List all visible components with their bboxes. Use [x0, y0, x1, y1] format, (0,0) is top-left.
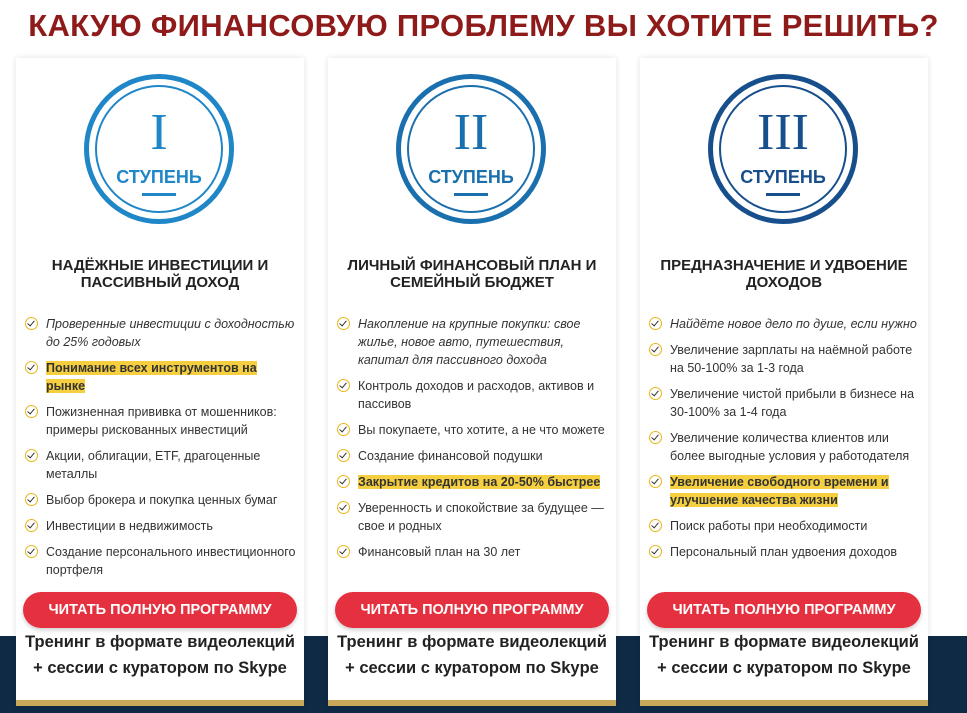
training-format-line-1: Тренинг в формате видеолекций — [649, 633, 919, 651]
read-full-program-button[interactable]: ЧИТАТЬ ПОЛНУЮ ПРОГРАММУ — [335, 592, 609, 628]
feature-item — [640, 429, 928, 465]
training-format — [16, 629, 304, 681]
card-heading-line-1: ПРЕДНАЗНАЧЕНИЕ И УДВОЕНИЕ — [660, 257, 908, 274]
feature-list — [16, 315, 304, 587]
step-label: СТУПЕНЬ — [116, 167, 202, 187]
step-label: СТУПЕНЬ — [428, 167, 514, 187]
check-circle-icon — [337, 449, 350, 462]
feature-item — [640, 315, 928, 333]
check-circle-icon — [25, 317, 38, 330]
training-format-line-1: Тренинг в формате видеолекций — [337, 633, 607, 651]
read-full-program-button[interactable]: ЧИТАТЬ ПОЛНУЮ ПРОГРАММУ — [647, 592, 921, 628]
feature-text: Найдёте новое дело по душе, если нужно — [670, 317, 917, 331]
feature-item — [328, 377, 616, 413]
feature-item — [328, 543, 616, 561]
feature-item — [328, 421, 616, 439]
check-circle-icon — [649, 317, 662, 330]
card-heading-line-2: ПАССИВНЫЙ ДОХОД — [80, 274, 240, 291]
check-circle-icon — [25, 493, 38, 506]
check-circle-icon — [649, 343, 662, 356]
badge-underline — [454, 193, 488, 196]
check-circle-icon — [25, 361, 38, 374]
feature-item — [640, 517, 928, 535]
check-circle-icon — [337, 317, 350, 330]
feature-text: Увеличение свободного времени и улучшение качества жизни — [670, 475, 889, 507]
feature-item — [328, 473, 616, 491]
feature-item — [16, 543, 304, 579]
feature-item — [328, 499, 616, 535]
check-circle-icon — [649, 475, 662, 488]
feature-item — [328, 447, 616, 465]
card-heading-line-2: ДОХОДОВ — [745, 274, 823, 291]
feature-text: Увеличение чистой прибыли в бизнесе на 30-100% за 1-4 года — [670, 387, 915, 419]
card-heading-line-1: ЛИЧНЫЙ ФИНАНСОВЫЙ ПЛАН И — [347, 257, 597, 274]
check-circle-icon — [25, 519, 38, 532]
step-numeral: II — [453, 104, 489, 161]
training-format-line-1: Тренинг в формате видеолекций — [25, 633, 295, 651]
step-numeral: I — [150, 104, 168, 161]
feature-text: Увеличение зарплаты на наёмной работе на 50-100% за 1-3 года — [670, 343, 913, 375]
badge-underline — [766, 193, 800, 196]
feature-item — [16, 517, 304, 535]
training-format-line-2: + сессии с куратором по Skype — [345, 659, 599, 677]
training-format — [640, 629, 928, 681]
feature-text: Создание персонального инвестиционного портфеля — [46, 545, 296, 577]
badge-underline — [142, 193, 176, 196]
feature-text: Контроль доходов и расходов, активов и пассивов — [358, 379, 595, 411]
feature-item — [328, 315, 616, 369]
card-heading — [338, 257, 606, 291]
step-badge — [396, 74, 546, 224]
feature-text: Акции, облигации, ETF, драгоценные металлы — [46, 449, 261, 481]
feature-text: Уверенность и спокойствие за будущее — свое и родных — [358, 501, 604, 533]
card-heading — [650, 257, 918, 291]
page-title: КАКУЮ ФИНАНСОВУЮ ПРОБЛЕМУ ВЫ ХОТИТЕ РЕШИТЬ? — [28, 8, 939, 43]
training-format — [328, 629, 616, 681]
feature-text: Закрытие кредитов на 20-50% быстрее — [358, 475, 601, 489]
feature-item — [640, 385, 928, 421]
feature-text: Инвестиции в недвижимость — [46, 519, 213, 533]
feature-text: Создание финансовой подушки — [358, 449, 543, 463]
feature-text: Поиск работы при необходимости — [670, 519, 868, 533]
check-circle-icon — [25, 449, 38, 462]
program-card-step-3 — [640, 58, 928, 706]
read-full-program-button[interactable]: ЧИТАТЬ ПОЛНУЮ ПРОГРАММУ — [23, 592, 297, 628]
card-heading — [26, 257, 294, 291]
check-circle-icon — [649, 545, 662, 558]
program-card-step-1 — [16, 58, 304, 706]
feature-item — [640, 473, 928, 509]
check-circle-icon — [337, 379, 350, 392]
feature-list — [328, 315, 616, 569]
training-format-line-2: + сессии с куратором по Skype — [657, 659, 911, 677]
step-badge — [84, 74, 234, 224]
step-badge — [708, 74, 858, 224]
feature-text: Финансовый план на 30 лет — [358, 545, 521, 559]
card-heading-line-1: НАДЁЖНЫЕ ИНВЕСТИЦИИ И — [51, 257, 269, 274]
check-circle-icon — [649, 519, 662, 532]
check-circle-icon — [337, 545, 350, 558]
feature-text: Персональный план удвоения доходов — [670, 545, 898, 559]
feature-text: Пожизненная прививка от мошенников: примеры рискованных инвестиций — [46, 405, 277, 437]
check-circle-icon — [649, 431, 662, 444]
feature-text: Проверенные инвестиции с доходностью до 25% годовых — [46, 317, 295, 349]
feature-list — [640, 315, 928, 569]
card-heading-line-2: СЕМЕЙНЫЙ БЮДЖЕТ — [390, 274, 554, 291]
check-circle-icon — [337, 501, 350, 514]
training-format-line-2: + сессии с куратором по Skype — [33, 659, 287, 677]
feature-item — [16, 491, 304, 509]
program-card-step-2 — [328, 58, 616, 706]
check-circle-icon — [337, 423, 350, 436]
feature-text: Увеличение количества клиентов или более выгодные условия у работодателя — [670, 431, 910, 463]
check-circle-icon — [25, 545, 38, 558]
feature-item — [640, 341, 928, 377]
feature-item — [16, 315, 304, 351]
step-label: СТУПЕНЬ — [740, 167, 826, 187]
feature-text: Выбор брокера и покупка ценных бумаг — [46, 493, 278, 507]
feature-item — [16, 359, 304, 395]
feature-text: Вы покупаете, что хотите, а не что можете — [358, 423, 605, 437]
feature-text: Накопление на крупные покупки: свое жилье, новое авто, путешествия, капитал для пассивного дохода — [358, 317, 581, 367]
check-circle-icon — [25, 405, 38, 418]
check-circle-icon — [337, 475, 350, 488]
feature-text: Понимание всех инструментов на рынке — [46, 361, 257, 393]
feature-item — [16, 447, 304, 483]
check-circle-icon — [649, 387, 662, 400]
feature-item — [16, 403, 304, 439]
step-numeral: III — [757, 104, 809, 161]
feature-item — [640, 543, 928, 561]
